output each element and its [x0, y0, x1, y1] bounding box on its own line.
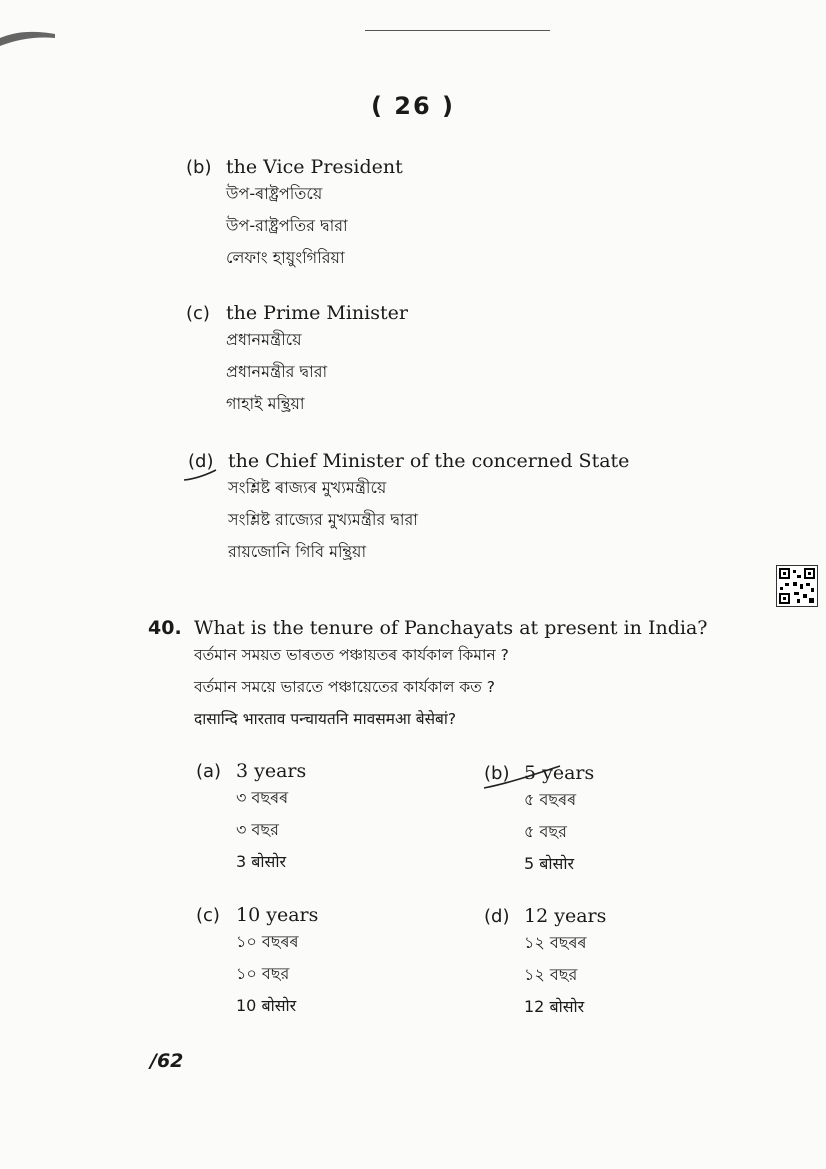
pen-tick-mark — [480, 762, 570, 792]
option-translation: সংশ্লিষ্ট রাজ্যের মুখ্যমন্ত্রীর দ্বারা — [228, 510, 418, 529]
option-translation: 5 बोसोर — [524, 854, 575, 873]
option-text: 5 years — [524, 762, 595, 784]
option-translation: গাহাই মন্থ্রিয়া — [226, 394, 305, 413]
paper-code: /62 — [150, 1050, 184, 1072]
option-text: the Prime Minister — [226, 302, 408, 324]
question-number: 40. — [148, 617, 182, 639]
option-translation: 12 बोसोर — [524, 997, 585, 1016]
option-translation: সংশ্লিষ্ট ৰাজ্যৰ মুখ্যমন্ত্ৰীয়ে — [228, 478, 387, 497]
option-translation: লেফাং হায়ুংগিরিয়া — [226, 248, 345, 267]
option-letter: (b) — [484, 763, 510, 784]
option-d-block — [188, 450, 629, 568]
option-b-block — [186, 156, 403, 274]
option-translation: রায়জোনি গিবি মন্থ্রিয়া — [228, 542, 367, 561]
option-text: the Chief Minister of the concerned State — [228, 450, 630, 472]
question-translation: বৰ্তমান সময়ত ভাৰতত পঞ্চায়তৰ কাৰ্যকাল কিমান ? — [194, 646, 509, 664]
option-a — [196, 760, 306, 878]
option-c — [196, 904, 318, 1022]
option-d — [484, 905, 606, 1023]
option-text: 12 years — [524, 905, 607, 927]
option-translation: প্রধানমন্ত্রীর দ্বারা — [226, 362, 328, 381]
scan-artifact — [0, 26, 55, 48]
option-text: 3 years — [236, 760, 307, 782]
qr-code — [776, 565, 818, 607]
question-text: What is the tenure of Panchayats at present in India? — [194, 617, 708, 639]
option-letter: (c) — [196, 905, 220, 926]
option-translation: প্ৰধানমন্ত্ৰীয়ে — [226, 330, 302, 349]
option-translation: 3 बोसोर — [236, 852, 287, 871]
question-40 — [148, 617, 707, 735]
option-text: the Vice President — [226, 156, 403, 178]
option-translation: ১০ বছর — [236, 964, 290, 983]
option-letter: (d) — [188, 451, 214, 472]
option-translation: উপ-রাষ্ট্রপতির দ্বারা — [226, 216, 348, 235]
option-c-block — [186, 302, 408, 420]
pen-tick-mark — [182, 462, 222, 484]
option-letter: (c) — [186, 303, 210, 324]
scan-top-rule — [365, 30, 550, 31]
page-number: ( 26 ) — [370, 92, 456, 120]
option-letter: (a) — [196, 761, 222, 782]
option-translation: 10 बोसोर — [236, 996, 297, 1015]
option-translation: ১০ বছৰৰ — [236, 932, 299, 951]
option-translation: ৩ বছৰৰ — [236, 788, 289, 807]
question-translation: दासान्दि भारताव पन्चायतनि मावसमआ बेसेबां? — [194, 710, 457, 728]
option-translation: ৩ বছর — [236, 820, 279, 839]
option-letter: (d) — [484, 906, 510, 927]
option-translation: উপ-ৰাষ্ট্ৰপতিয়ে — [226, 184, 323, 203]
option-translation: ১২ বছর — [524, 965, 578, 984]
option-translation: ৫ বছর — [524, 822, 567, 841]
option-translation: ৫ বছৰৰ — [524, 790, 577, 809]
option-letter: (b) — [186, 157, 212, 178]
option-text: 10 years — [236, 904, 319, 926]
question-translation: বর্তমান সময়ে ভারতে পঞ্চায়েতের কার্যকাল কত ? — [194, 678, 495, 696]
option-translation: ১২ বছৰৰ — [524, 933, 587, 952]
